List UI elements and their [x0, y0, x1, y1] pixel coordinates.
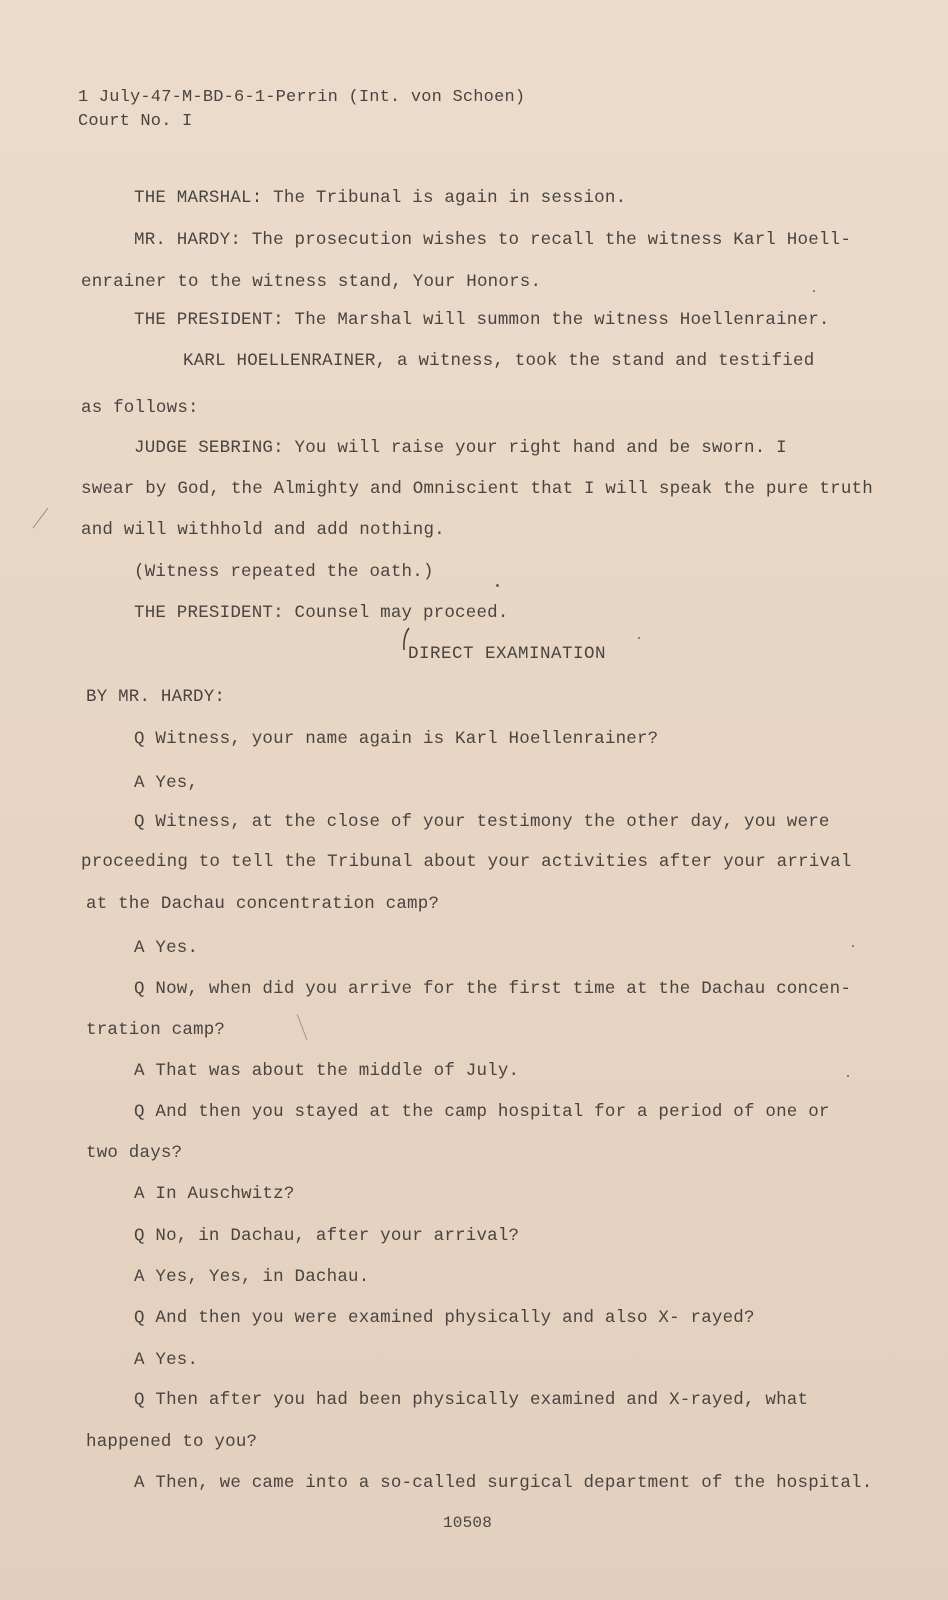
text-line: A Yes,	[134, 773, 199, 793]
paper-speck	[496, 584, 499, 587]
text-line: A In Auschwitz?	[134, 1184, 295, 1204]
paper-crease-mark	[30, 506, 50, 530]
text-line: A Yes.	[134, 938, 199, 958]
text-line: KARL HOELLENRAINER, a witness, took the stand and testified	[183, 351, 815, 371]
text-line: A That was about the middle of July.	[134, 1061, 520, 1081]
text-line: and will withhold and add nothing.	[81, 520, 445, 540]
paper-crease-mark	[295, 1012, 309, 1042]
text-line: tration camp?	[86, 1020, 226, 1040]
text-line: A Yes.	[134, 1350, 199, 1370]
text-line: A Then, we came into a so-called surgical department of the hospital.	[134, 1473, 873, 1493]
text-line: A Yes, Yes, in Dachau.	[134, 1267, 370, 1287]
text-line: Q And then you stayed at the camp hospital for a period of one or	[134, 1102, 830, 1122]
text-line: Q Then after you had been physically examined and X-rayed, what	[134, 1390, 809, 1410]
paper-speck	[852, 945, 854, 947]
text-line: two days?	[86, 1143, 183, 1163]
header-line-2: Court No. I	[78, 112, 193, 131]
text-line: Q Witness, your name again is Karl Hoellenrainer?	[134, 729, 659, 749]
text-line: THE PRESIDENT: Counsel may proceed.	[134, 603, 509, 623]
text-line: as follows:	[81, 398, 199, 418]
section-heading: DIRECT EXAMINATION	[408, 644, 607, 664]
text-line: proceeding to tell the Tribunal about your activities after your arrival	[81, 852, 852, 872]
text-line: Q Witness, at the close of your testimony the other day, you were	[134, 812, 830, 832]
text-line: Q No, in Dachau, after your arrival?	[134, 1226, 520, 1246]
paper-speck	[813, 290, 815, 292]
text-line: Q And then you were examined physically and also X- rayed?	[134, 1308, 755, 1328]
paper-speck	[847, 1075, 849, 1077]
text-line: THE MARSHAL: The Tribunal is again in session.	[134, 188, 627, 208]
header-line-1: 1 July-47-M-BD-6-1-Perrin (Int. von Schoen)	[78, 88, 526, 107]
page-number: 10508	[443, 1514, 493, 1532]
text-line: (Witness repeated the oath.)	[134, 562, 434, 582]
text-line: enrainer to the witness stand, Your Honors.	[81, 272, 542, 292]
pencil-mark	[400, 626, 412, 652]
text-line: MR. HARDY: The prosecution wishes to recall the witness Karl Hoell-	[134, 230, 852, 250]
text-line: JUDGE SEBRING: You will raise your right hand and be sworn. I	[134, 438, 787, 458]
paper-speck	[638, 637, 640, 639]
text-line: THE PRESIDENT: The Marshal will summon the witness Hoellenrainer.	[134, 310, 830, 330]
text-line: Q Now, when did you arrive for the first time at the Dachau concen-	[134, 979, 852, 999]
text-line: happened to you?	[86, 1432, 258, 1452]
text-line: BY MR. HARDY:	[86, 687, 226, 707]
text-line: swear by God, the Almighty and Omniscient that I will speak the pure truth	[81, 479, 873, 499]
text-line: at the Dachau concentration camp?	[86, 894, 440, 914]
